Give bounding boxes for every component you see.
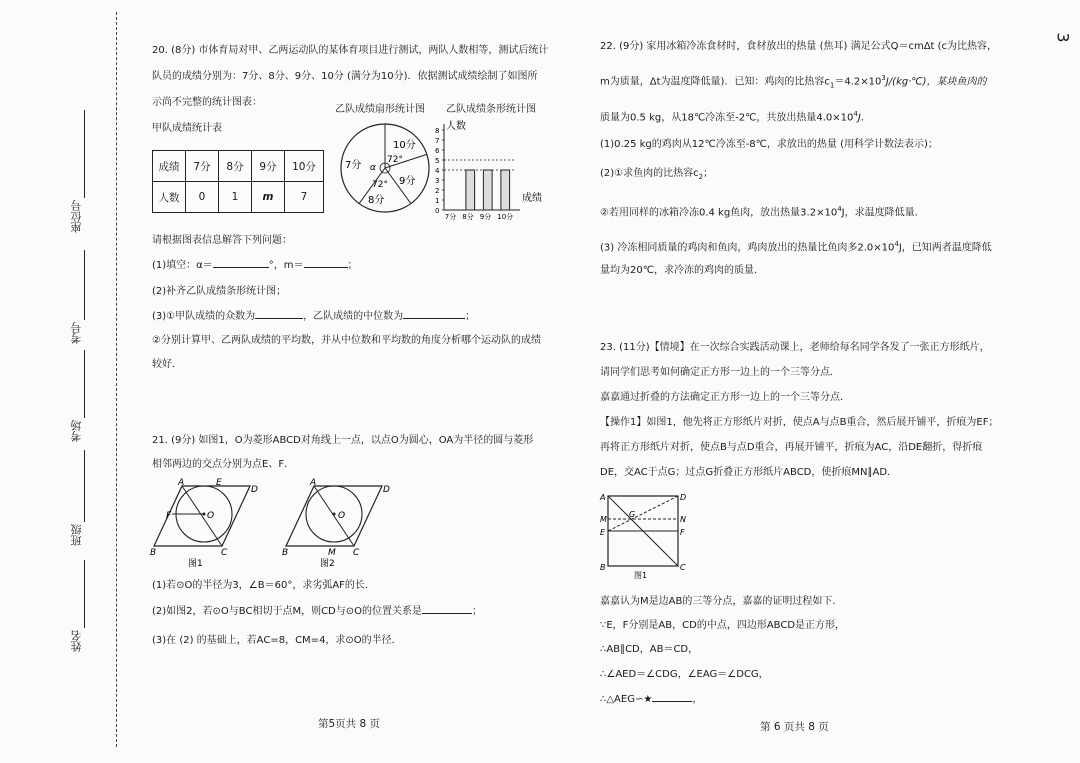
pie-label-7: 7分 — [345, 160, 362, 171]
y-tick-label: 4 — [435, 167, 440, 175]
figure-caption: 图1 — [188, 559, 203, 568]
q20-line3: 示尚不完整的统计图表： — [152, 97, 262, 108]
q22-sup: 4 — [894, 240, 899, 248]
q22-text: J，已知两者温度降低 — [898, 242, 992, 254]
q20-sub2: (2)补齐乙队成绩条形统计图； — [152, 286, 287, 297]
point-label: D — [251, 485, 258, 495]
table-cell: 10分 — [285, 151, 324, 182]
q20-sub1-text: (1)填空：α＝ — [152, 260, 213, 271]
y-tick-label: 3 — [435, 177, 440, 185]
q20-line2: 队员的成绩分别为：7分、8分、9分、10分 (满分为10分)．依据测试成绩绘制了如图所 — [152, 71, 538, 82]
q20-sub3-text: (3)①甲队成绩的众数为 — [152, 311, 256, 322]
q23-line1: 23. (11分)【情境】在一次综合实践活动课上，老师给每名同学各发了一张正方形纸片， — [600, 342, 990, 353]
q20-sub3-text: ，乙队成绩的中位数为 — [303, 311, 404, 322]
q23-line6: DE，交AC于点G；过点G折叠正方形纸片ABCD，使折痕MN∥AD． — [600, 467, 898, 478]
name-line — [84, 560, 86, 628]
q22-line1: 22. (9分) 家用冰箱冷冻食材时，食材放出的热量 (焦耳) 满足公式Q＝cmΔt (c为比热容， — [600, 41, 998, 52]
point-label: M — [600, 515, 607, 524]
q20-sub3 — [152, 310, 475, 324]
page-corner-number: 3 — [1053, 32, 1073, 43]
q21-sub2 — [152, 605, 482, 619]
point-label: B — [600, 563, 606, 572]
name-label: 姓名 — [70, 630, 83, 652]
q22-text: 质量为0.5 kg，从18℃冷冻至-2℃，共放出热量4.0×10 — [600, 112, 854, 124]
q22-sub: 1 — [829, 81, 835, 90]
point-label: B — [150, 548, 157, 558]
q23-line10: ∴∠AED＝∠CDG，∠EAG＝∠DCG， — [600, 669, 769, 680]
q20-sub3-text: ； — [465, 311, 476, 322]
bar-chart-title: 乙队成绩条形统计图 — [446, 104, 536, 115]
q22-text: J，求温度降低量． — [841, 207, 925, 219]
q22-text: (3) 冷冻相同质量的鸡肉和鱼肉，鸡肉放出的热量比鱼肉多2.0×10 — [600, 242, 895, 254]
q23-line2: 请同学们思考如何确定正方形一边上的一个三等分点． — [600, 367, 840, 378]
q22-line3 — [600, 107, 871, 125]
bar-chart — [428, 116, 546, 220]
point-label: O — [207, 511, 215, 521]
point-label: M — [328, 548, 336, 558]
point-label: D — [680, 493, 687, 502]
bar — [466, 170, 475, 210]
q21-line2: 相邻两边的交点分别为点E、F． — [152, 459, 295, 470]
y-tick-label: 2 — [435, 187, 440, 195]
y-tick-label: 6 — [435, 147, 440, 155]
x-tick-label: 7分 — [444, 213, 457, 220]
q23-line4: 【操作1】如图1，他先将正方形纸片对折，使点A与点B重合，然后展开铺平，折痕为EF； — [600, 417, 999, 428]
q21-line1: 21. (9分) 如图1，O为菱形ABCD对角线上一点，以点O为圆心，OA为半径的圆与菱形 — [152, 435, 534, 446]
q20-line1: 20. (8分) 市体育局对甲、乙两运动队的某体育项目进行测试，两队人数相等，测试后统计 — [152, 45, 549, 56]
answer-blank-mode[interactable] — [255, 318, 303, 319]
q22-text: ＝4.2×10 — [834, 76, 882, 88]
x-tick-label: 10分 — [497, 213, 514, 220]
team-a-score-table — [152, 150, 324, 213]
left-page-number: 第5页共 8 页 — [318, 718, 381, 730]
pie-chart — [335, 118, 435, 218]
y-tick-label: 1 — [435, 197, 440, 205]
bar — [483, 170, 492, 210]
q21-sub3: (3)在 (2) 的基础上，若AC=8，CM=4，求⊙O的半径． — [152, 635, 402, 646]
point-label: F — [166, 511, 172, 521]
q21-figure-1 — [150, 478, 260, 568]
right-page-number: 第 6 页共 8 页 — [760, 721, 829, 733]
x-tick-label: 9分 — [479, 213, 492, 220]
y-tick-label: 8 — [435, 127, 440, 135]
q23-figure-1 — [598, 490, 688, 580]
y-tick-label: 0 — [435, 207, 440, 215]
answer-blank-similar[interactable] — [652, 701, 692, 702]
q21-sub2-text: ； — [472, 606, 483, 617]
center-point — [333, 513, 336, 516]
q20-table-caption: 甲队成绩统计表 — [152, 123, 222, 134]
q22-sup: 4 — [853, 110, 858, 118]
point-label: C — [353, 548, 360, 558]
class-line — [84, 450, 86, 522]
pie-label-alpha: α — [370, 163, 376, 173]
q20-sub1 — [152, 259, 358, 273]
q22-sub: 2 — [698, 173, 704, 181]
point-label: G — [629, 510, 636, 519]
q22-sub3 — [600, 237, 992, 255]
bar-chart-xlabel: 成绩 — [522, 193, 542, 204]
q23-line5: 再将正方形纸片对折，使点B与点D重合，再展开铺平，折痕为AC，沿DE翻折，得折痕 — [600, 442, 983, 453]
pie-label-9: 9分 — [399, 176, 416, 187]
point-label: E — [216, 478, 222, 488]
table-cell: 7分 — [186, 151, 219, 182]
class-label: 班级 — [70, 524, 83, 546]
pie-label-8: 8分 — [368, 195, 385, 206]
answer-blank-relation[interactable] — [422, 613, 472, 614]
x-tick-label: 8分 — [462, 213, 474, 220]
q22-sub2-2 — [600, 202, 925, 220]
q23-line11 — [600, 693, 702, 707]
q20-sub3-2a: ②分别计算甲、乙两队成绩的平均数，并从中位数和平均数的角度分析哪个运动队的成绩 — [152, 335, 541, 346]
q22-text: m为质量，Δt为温度降低量)．已知：鸡肉的比热容c — [600, 76, 830, 88]
table-cell: 0 — [186, 182, 219, 213]
pie-title: 乙队成绩扇形统计图 — [335, 104, 425, 115]
q20-instruction: 请根据图表信息解答下列问题： — [152, 235, 292, 246]
q20-sub3-2b: 较好． — [152, 359, 182, 370]
point-label: A — [178, 478, 185, 488]
q20-sub1-text: °，m＝ — [268, 260, 304, 271]
diagonal — [314, 486, 354, 546]
point-label: D — [383, 485, 390, 495]
q20-sub1-text: ； — [347, 260, 358, 271]
seat-label: 座位号 — [70, 200, 83, 233]
q21-sub2-text: (2)如图2，若⊙O与BC相切于点M，则CD与⊙O的位置关系是 — [152, 606, 423, 617]
pie-label-10: 10分 — [393, 140, 416, 151]
q22-sup: 4 — [837, 205, 842, 213]
point-label: A — [600, 493, 606, 502]
q23-line8: ∵E，F分别是AB，CD的中点，四边形ABCD是正方形， — [600, 620, 846, 631]
table-row — [153, 151, 324, 182]
q22-text: (2)①求鱼肉的比热容c — [600, 168, 699, 179]
y-tick-label: 5 — [435, 157, 440, 165]
q23-text: ∴△AEG∽★ — [600, 694, 653, 705]
exam-no-line — [84, 250, 86, 320]
point-label: F — [680, 528, 685, 537]
answer-blank-median[interactable] — [403, 318, 465, 319]
point-label: C — [680, 563, 686, 572]
table-cell: 成绩 — [153, 151, 186, 182]
q23-line7: 嘉嘉认为M是边AB的三等分点，嘉嘉的证明过程如下． — [600, 596, 843, 607]
table-row — [153, 182, 324, 213]
answer-blank-m[interactable] — [304, 267, 348, 268]
table-cell: 8分 — [219, 151, 252, 182]
table-cell: 1 — [219, 182, 252, 213]
q21-figure-2 — [282, 478, 392, 568]
q22-text: J/(kg·℃)，某块鱼肉的 — [885, 76, 987, 88]
seat-line — [84, 110, 86, 198]
exam-no-label: 考号 — [70, 322, 83, 344]
y-tick-label: 7 — [435, 137, 440, 145]
table-cell: m — [252, 182, 285, 213]
q22-text: ； — [703, 168, 714, 179]
q22-sub2-1 — [600, 167, 713, 184]
q22-text: J． — [857, 112, 871, 124]
figure-caption: 图1 — [634, 571, 648, 580]
point-label: C — [221, 548, 228, 558]
point-label: E — [600, 528, 606, 537]
table-cell: 9分 — [252, 151, 285, 182]
point-label: O — [338, 511, 346, 521]
q23-line3: 嘉嘉通过折叠的方法确定正方形一边上的一个三等分点． — [600, 392, 850, 403]
pie-angle-label: 72° — [372, 180, 388, 190]
point-label: N — [680, 515, 686, 524]
q21-sub1: (1)若⊙O的半径为3，∠B＝60°，求劣弧AF的长． — [152, 580, 375, 591]
figure-caption: 图2 — [320, 559, 335, 568]
point-label: A — [310, 478, 317, 488]
room-label: 考场 — [70, 420, 83, 442]
room-line — [84, 350, 86, 418]
answer-blank-alpha[interactable] — [213, 267, 269, 268]
q22-sub1: (1)0.25 kg的鸡肉从12℃冷冻至-8℃，求放出的热量 (用科学计数法表示)； — [600, 139, 938, 150]
table-cell: 人数 — [153, 182, 186, 213]
q22-text: ②若用同样的冰箱冷冻0.4 kg鱼肉，放出热量3.2×10 — [600, 207, 838, 219]
bar-chart-ylabel: 人数 — [446, 121, 466, 132]
q22-line2 — [600, 71, 987, 92]
center-point — [203, 513, 206, 516]
q22-sub3-cont: 量均为20℃，求冷冻的鸡肉的质量． — [600, 265, 764, 276]
table-cell: 7 — [285, 182, 324, 213]
point-label: B — [282, 548, 289, 558]
pie-angle-label: 72° — [387, 155, 403, 165]
cut-line — [116, 12, 117, 747]
q23-line9: ∴AB∥CD，AB＝CD， — [600, 644, 699, 655]
q23-text: ， — [692, 694, 703, 705]
fold-de — [608, 496, 678, 531]
q22-sup: 3 — [881, 74, 886, 82]
bar-chart-bars — [444, 160, 514, 210]
bar — [501, 170, 510, 210]
